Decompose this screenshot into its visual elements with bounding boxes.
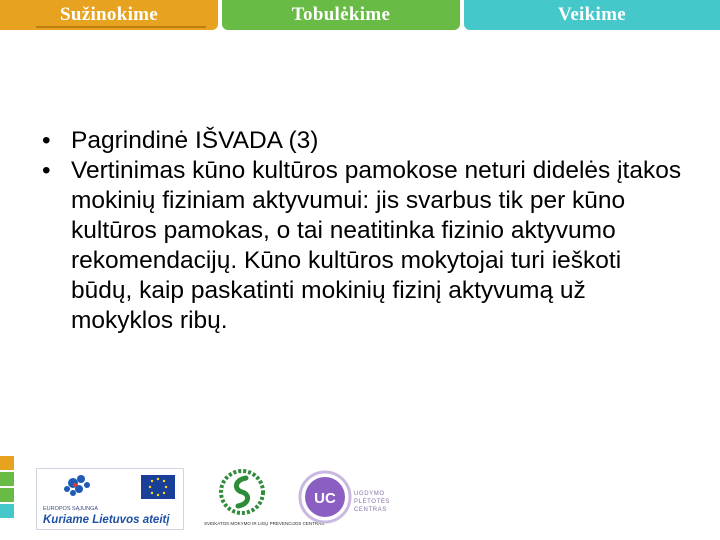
upc-caption-line1: UGDYMO bbox=[354, 491, 385, 497]
upc-logo bbox=[298, 470, 410, 526]
svg-text:UC: UC bbox=[314, 490, 336, 507]
tab-suzinokime-label: Sužinokime bbox=[59, 4, 159, 25]
bullet-marker: • bbox=[42, 127, 51, 154]
esf-logo-graphic bbox=[37, 469, 183, 505]
esf-small-text: EUROPOS SĄJUNGA bbox=[43, 506, 99, 512]
esf-caption: Kuriame Lietuvos ateitį bbox=[43, 514, 170, 526]
leaf-wreath-icon bbox=[206, 468, 278, 520]
bullet-marker: • bbox=[42, 157, 51, 184]
upc-caption-line2: PLĖTOTĖS bbox=[354, 499, 391, 505]
bullet-text: Vertinimas kūno kultūros pamokose neturi didelės įtakos mokinių fiziniam aktyvumui: jis svarbus tik per kūno kultūros pamokas, o tai neatitinka fizinio aktyvumo rekomendacijų. Kūno kultūros mokytojai turi ieškoti būdų, kaip paskatinti mokinių fizinį aktyvumą už mokyklos ribų. bbox=[71, 157, 682, 334]
side-color-strip bbox=[0, 456, 14, 520]
tab-veikime[interactable] bbox=[464, 0, 720, 30]
upc-caption-line3: CENTRAS bbox=[354, 507, 387, 513]
bullet-text: Pagrindinė IŠVADA (3) bbox=[71, 127, 319, 154]
tab-veikime-label: Veikime bbox=[558, 4, 626, 25]
tab-underline bbox=[36, 26, 206, 28]
strip-segment-teal bbox=[0, 504, 14, 518]
esf-logo bbox=[36, 468, 184, 530]
bullet-item-body bbox=[42, 156, 682, 336]
upc-caption bbox=[354, 490, 390, 514]
tab-tobulekime-label: Tobulėkime bbox=[291, 4, 391, 25]
bullet-item-title bbox=[42, 126, 682, 156]
strip-segment-orange bbox=[0, 456, 14, 470]
health-center-caption: SVEIKATOS MOKYMO IR LIGŲ PREVENCIJOS CENTRAS bbox=[204, 521, 325, 526]
tab-tobulekime[interactable] bbox=[222, 0, 460, 30]
strip-segment-green bbox=[0, 488, 14, 502]
strip-segment-green bbox=[0, 472, 14, 486]
slide-content bbox=[42, 126, 682, 336]
tab-suzinokime[interactable] bbox=[0, 0, 218, 30]
upc-circle-icon bbox=[298, 470, 352, 524]
